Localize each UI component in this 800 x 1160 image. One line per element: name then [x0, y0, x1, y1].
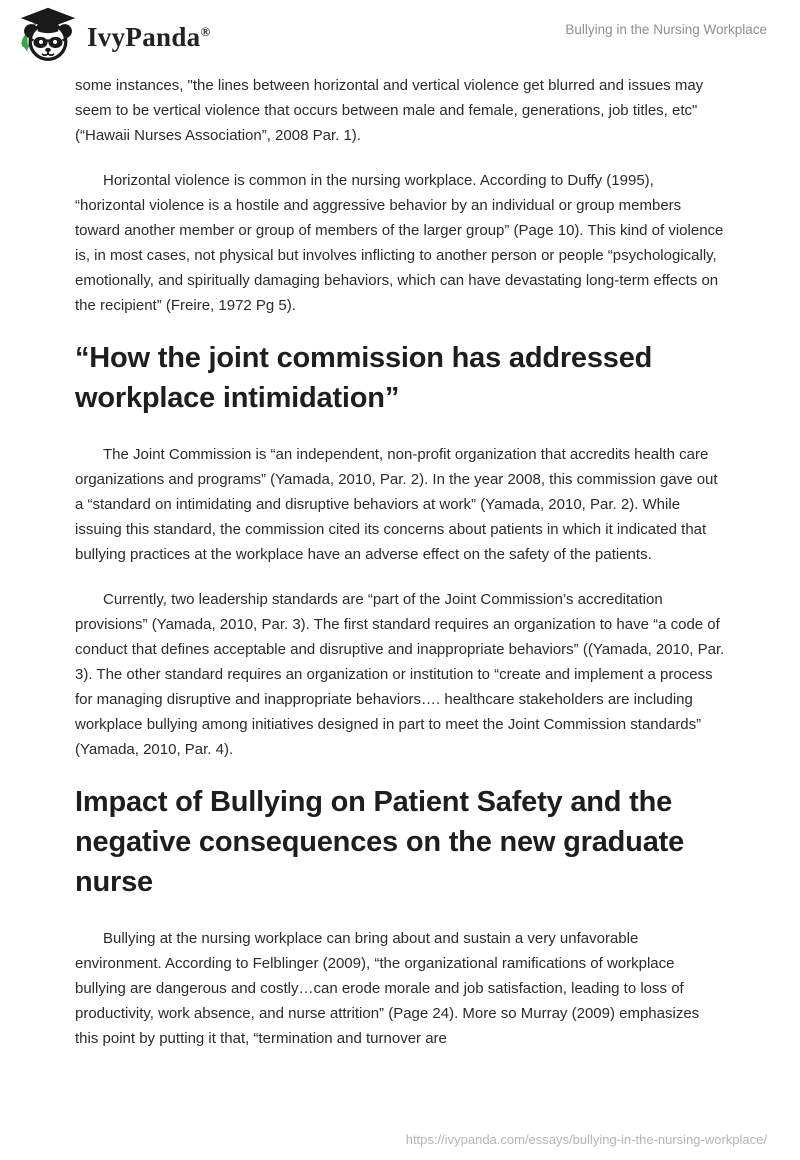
document-title: Bullying in the Nursing Workplace	[565, 22, 767, 37]
section-heading-joint-commission: “How the joint commission has addressed workplace intimidation”	[75, 342, 653, 414]
paragraph-continuation: some instances, "the lines between horizontal and vertical violence get blurred and issues may seem to be vertical violence that occurs between male and female, generations, job titles, etc" (“Hawaii Nurses Association”, 2008 Par. 1).	[75, 77, 704, 144]
paragraph: The Joint Commission is “an independent, non-profit organization that accredits health care organizations and programs” (Yamada, 2010, Par. 2). In the year 2008, this commission gave out a “standard on intimidating and disruptive behaviors at work” (Yamada, 2010, Par. 2). While issuing this standard, the commission cited its concerns about patients in which it indicated that bullying practices at the workplace have an adverse effect on the safety of the patients.	[75, 446, 718, 563]
source-url: https://ivypanda.com/essays/bullying-in-the-nursing-workplace/	[405, 1132, 767, 1147]
paragraph: Bullying at the nursing workplace can bring about and sustain a very unfavorable environment. According to Felblinger (2009), “the organizational ramifications of workplace bullying are dangerous and costly…can erode morale and job satisfaction, leading to loss of productivity, work absence, and nurse attrition” (Page 24). More so Murray (2009) emphasizes this point by putting it that, “termination and turnover are	[75, 930, 700, 1047]
document-body	[75, 73, 725, 1051]
brand-name-text: IvyPanda	[87, 21, 201, 52]
ivypanda-panda-logo-icon	[18, 6, 78, 62]
page-header	[0, 0, 800, 62]
ivypanda-brand	[18, 6, 210, 62]
page-footer	[406, 1132, 767, 1147]
section-heading-impact-bullying: Impact of Bullying on Patient Safety and the negative consequences on the new graduate nurse	[75, 786, 685, 898]
registered-trademark-symbol: ®	[200, 23, 211, 39]
paragraph: Currently, two leadership standards are “part of the Joint Commission’s accreditation provisions” (Yamada, 2010, Par. 3). The first standard requires an organization to have “a code of conduct that defines acceptable and disruptive and inappropriate behaviors” ((Yamada, 2010, Par. 3). The other standard requires an organization or institution to “create and implement a process for managing disruptive and inappropriate behaviors…. healthcare stakeholders are including workplace bullying among initiatives designed in part to meet the Joint Commission standards” (Yamada, 2010, Par. 4).	[75, 591, 725, 758]
paragraph: Horizontal violence is common in the nursing workplace. According to Duffy (1995), “horizontal violence is a hostile and aggressive behavior by an individual or group members toward another member or group of members of the larger group” (Page 10). This kind of violence is, in most cases, not physical but involves inflicting to another person or people “psychologically, emotionally, and spiritually damaging behaviors, which can have devastating long-term effects on the recipient” (Freire, 1972 Pg 5).	[75, 172, 724, 314]
brand-name	[87, 18, 210, 51]
